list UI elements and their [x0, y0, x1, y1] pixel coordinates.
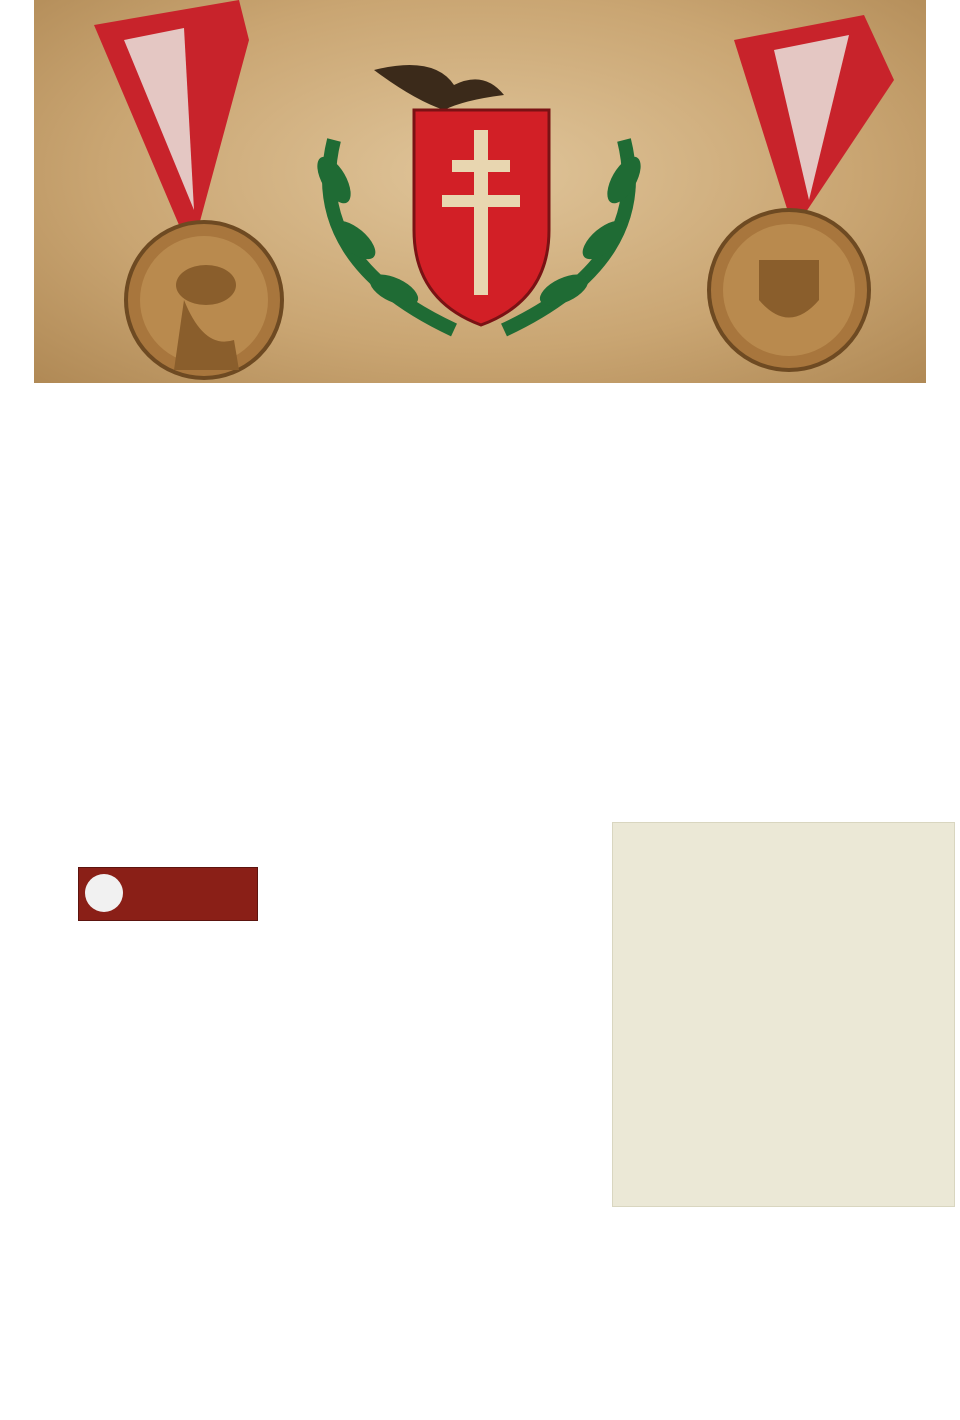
- paragraph-1: [4, 467, 955, 562]
- text-line: [4, 499, 955, 531]
- stamp-block-image: [612, 822, 955, 1207]
- text-line: [4, 467, 955, 499]
- text-line: [4, 691, 955, 723]
- auction-paragraph-continued: [4, 1210, 955, 1336]
- text-line: [4, 660, 955, 692]
- text-line: [4, 1210, 955, 1242]
- auction-paragraph: [4, 894, 588, 1210]
- text-line: [4, 1273, 955, 1305]
- text-line: [4, 1084, 588, 1116]
- text-line: [4, 1115, 588, 1147]
- emblem-and-medals-illustration: [34, 0, 926, 383]
- text-line: [4, 1020, 588, 1052]
- text-line: [4, 1178, 588, 1210]
- text-line: [4, 1305, 955, 1337]
- text-line: [4, 1147, 588, 1179]
- text-line: [4, 755, 955, 787]
- text-line: [4, 723, 955, 755]
- text-line: [4, 926, 588, 958]
- text-line: [4, 597, 955, 629]
- turul-bird: [374, 65, 504, 110]
- text-line: [4, 989, 588, 1021]
- text-line: [4, 894, 588, 926]
- text-line: [4, 628, 955, 660]
- coat-of-arms-image: [34, 0, 926, 383]
- text-line: [4, 1052, 588, 1084]
- paragraph-2: [4, 565, 955, 786]
- text-line: [4, 1242, 955, 1274]
- text-line: [4, 957, 588, 989]
- stamp-block-six: [613, 823, 954, 1206]
- text-line: [4, 530, 955, 562]
- text-line: [4, 565, 955, 597]
